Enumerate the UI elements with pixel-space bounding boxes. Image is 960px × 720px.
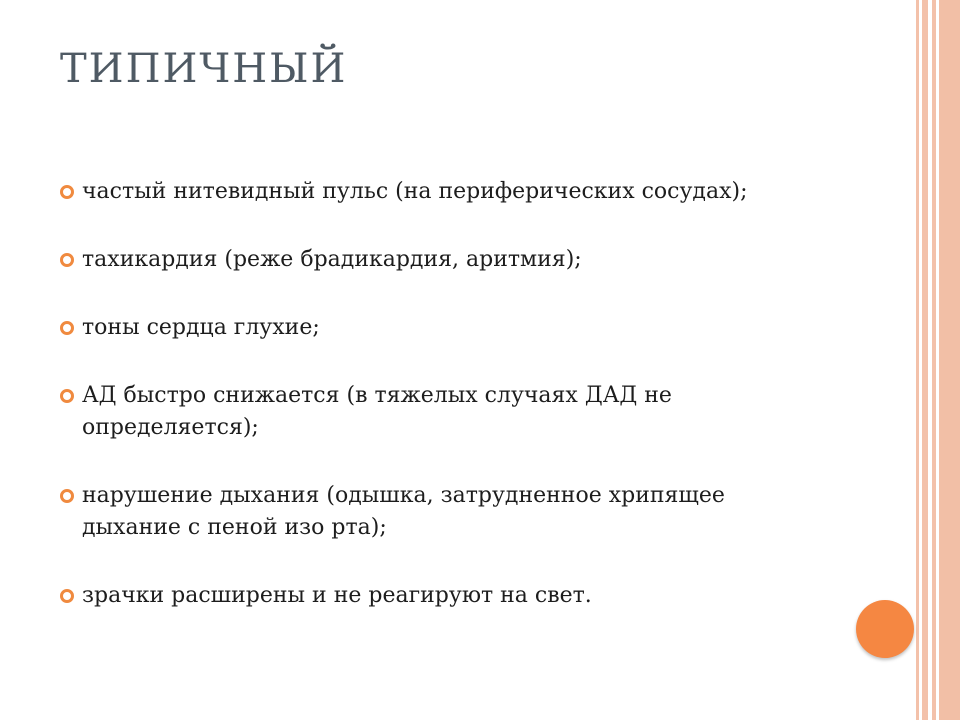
bullet-text: тоны сердца глухие; bbox=[82, 315, 320, 340]
bullet-text: частый нитевидный пульс (на периферических сосудах); bbox=[82, 179, 748, 204]
bullet-text: АД быстро снижается (в тяжелых случаях ДАД не определяется); bbox=[82, 383, 672, 440]
slide-title: ТИПИЧНЫЙ bbox=[60, 46, 348, 92]
bullet-item bbox=[60, 176, 800, 208]
bullet-item bbox=[60, 244, 800, 276]
stripe bbox=[939, 0, 960, 720]
bullet-text: зрачки расширены и не реагируют на свет. bbox=[82, 583, 592, 608]
stripe bbox=[916, 0, 919, 720]
orange-circle-icon bbox=[856, 600, 914, 658]
bullet-item bbox=[60, 380, 800, 444]
bullet-item bbox=[60, 312, 800, 344]
bullet-circle-icon bbox=[60, 253, 74, 267]
bullet-circle-icon bbox=[60, 389, 74, 403]
bullet-list bbox=[60, 176, 800, 612]
bullet-circle-icon bbox=[60, 489, 74, 503]
stripe bbox=[922, 0, 928, 720]
bullet-circle-icon bbox=[60, 589, 74, 603]
bullet-text: тахикардия (реже брадикардия, аритмия); bbox=[82, 247, 582, 272]
bullet-circle-icon bbox=[60, 185, 74, 199]
decorative-side-stripes bbox=[916, 0, 960, 720]
stripe bbox=[932, 0, 936, 720]
bullet-item bbox=[60, 580, 800, 612]
bullet-circle-icon bbox=[60, 321, 74, 335]
bullet-text: нарушение дыхания (одышка, затрудненное хрипящее дыхание с пеной изо рта); bbox=[82, 483, 725, 540]
bullet-item bbox=[60, 480, 800, 544]
